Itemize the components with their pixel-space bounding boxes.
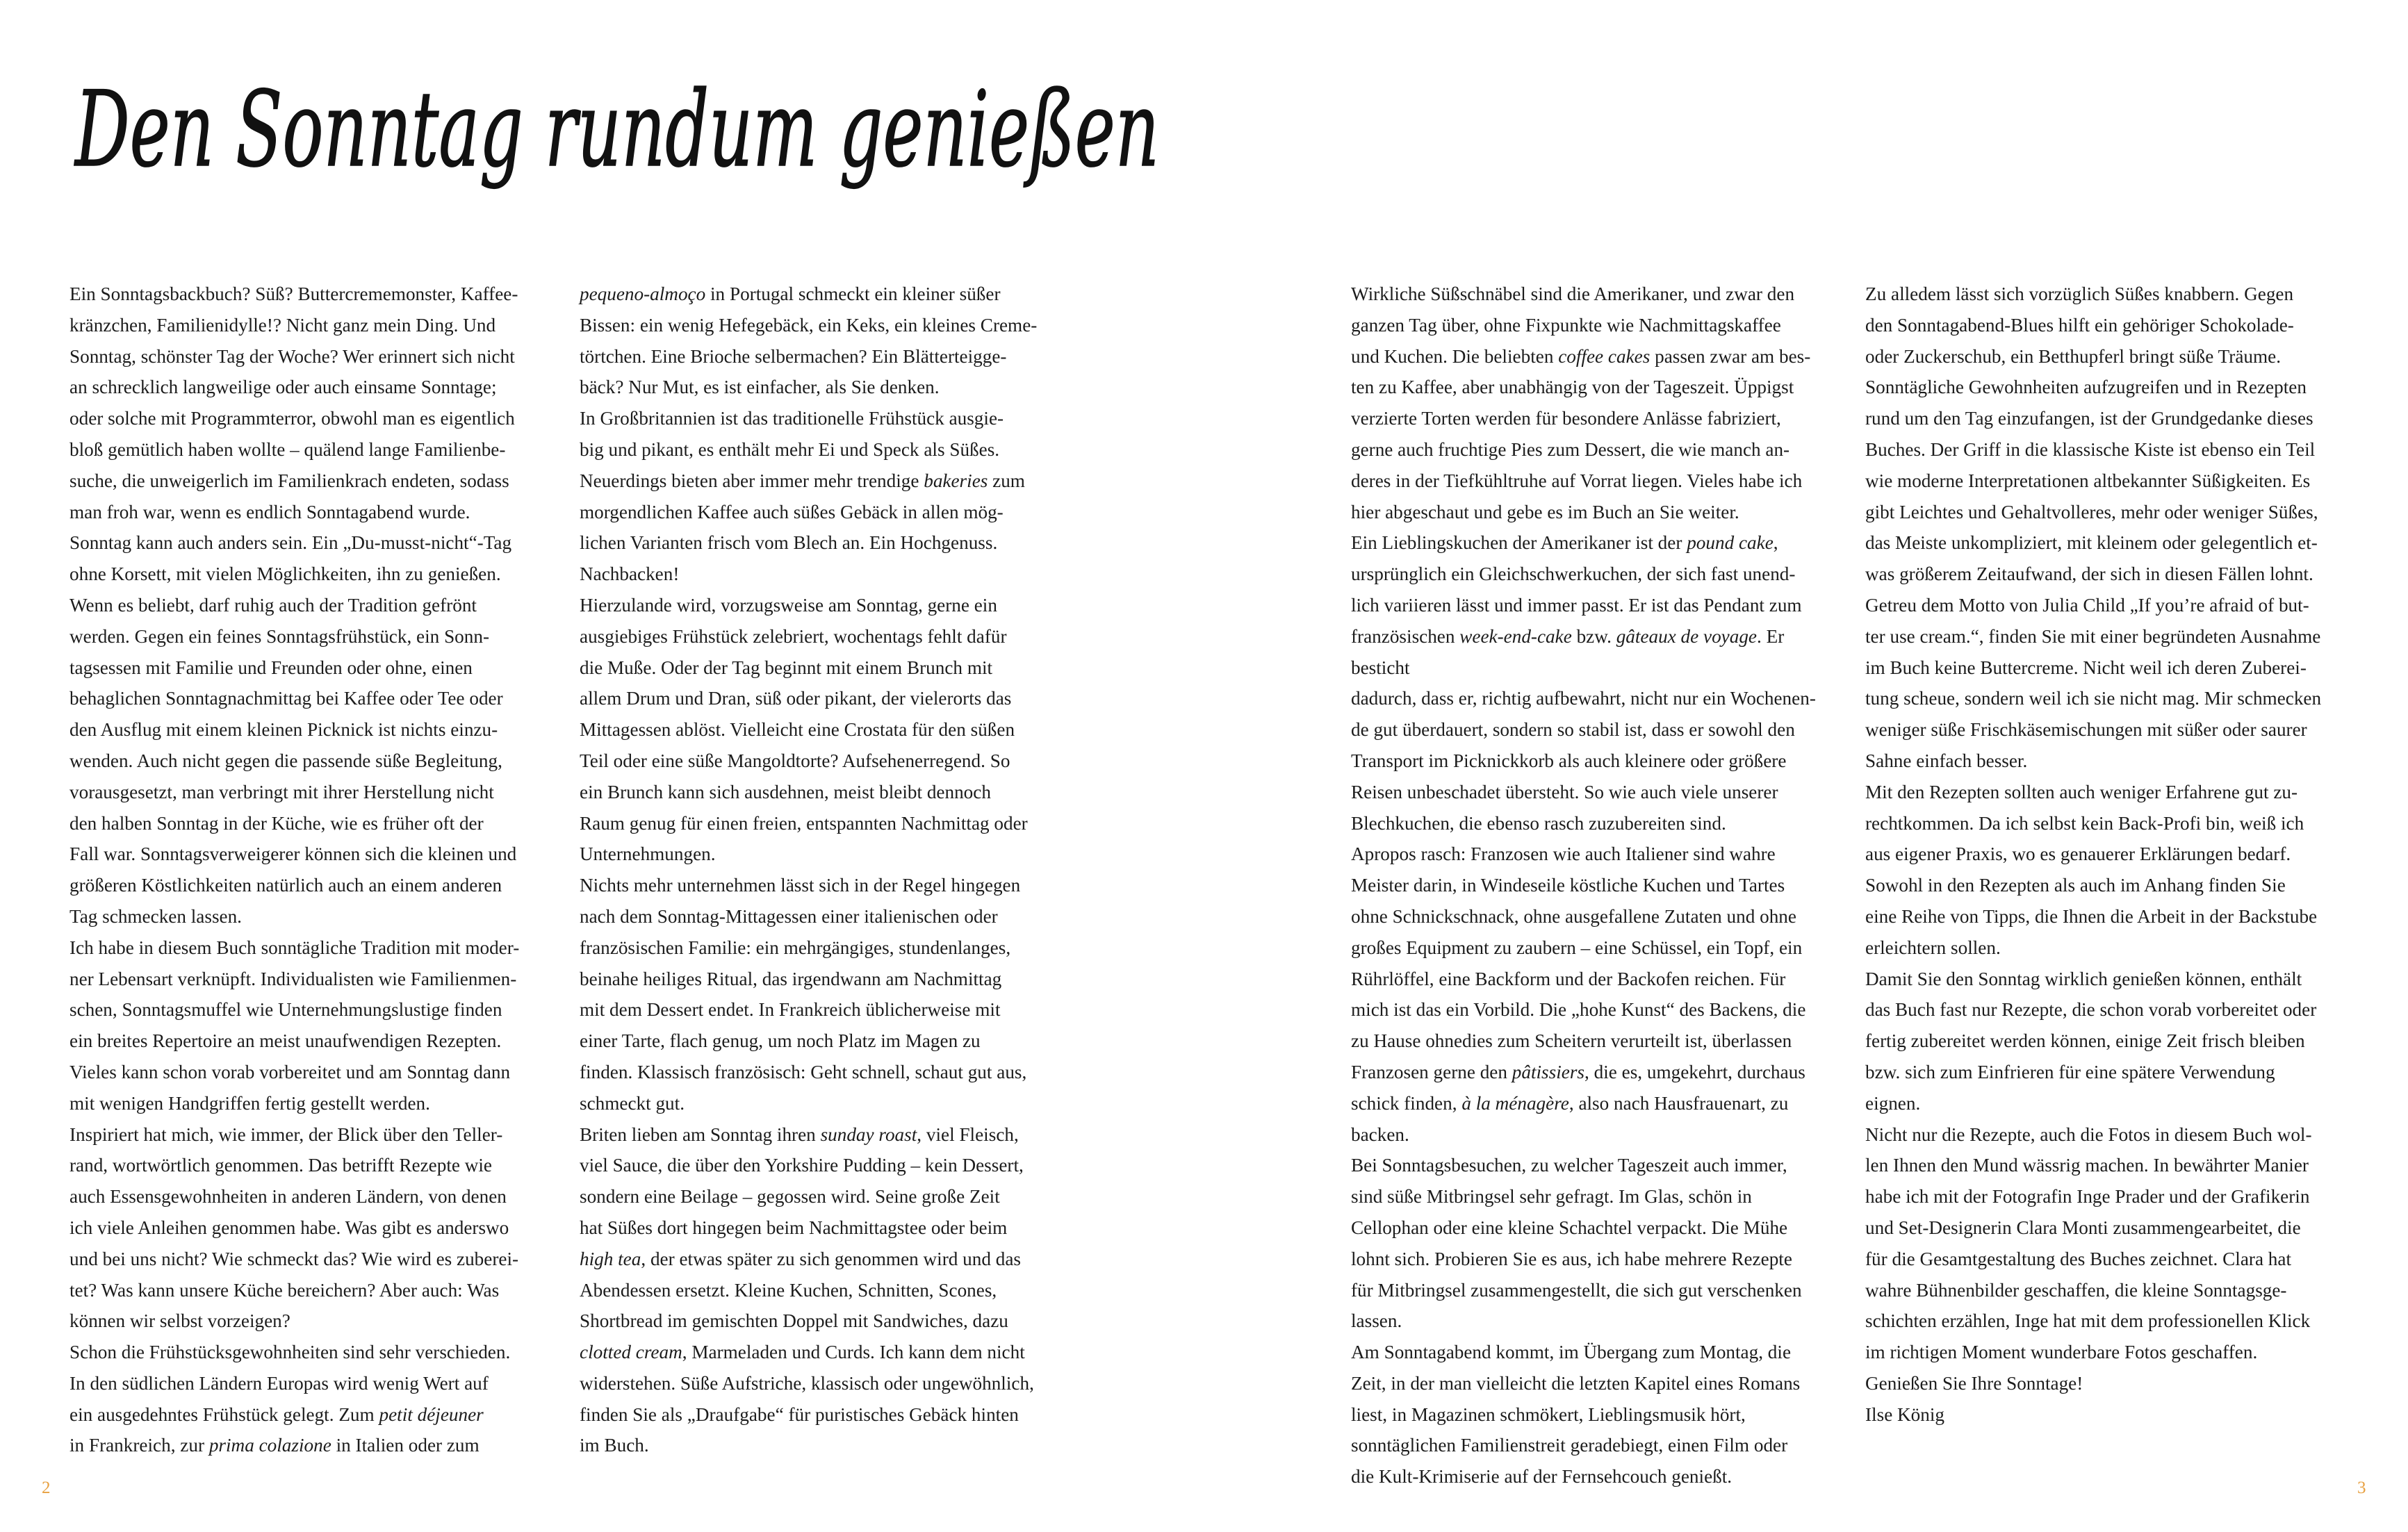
page-title-handwritten [75, 54, 1256, 228]
page-number-right: 3 [2357, 1479, 2366, 1497]
paragraph: In Großbritannien ist das traditionelle Frühstück ausgie- big und pikant, es enthält mehr Ei und Speck als Süßes. Neuerdings bieten aber immer mehr trendige bakeries zum morgendlichen Kaffee auch süßes Gebäck in allen mög- lichen Varianten frisch vom Blech an. Ein Hochgenuss. Nachbacken! [580, 408, 1025, 585]
text-column-3 [1351, 279, 1837, 1492]
paragraph: Ich habe in diesem Buch sonntägliche Tradition mit moder- ner Lebensart verknüpft. Individualisten wie Familienmen- schen, Sonntagsmuffel wie Unternehmungslustige finden ein breites Repertoire an meist unaufwendigen Rezepten. Vieles kann schon vorab vorbereitet und am Sonntag dann mit wenigen Handgriffen fertig gestellt werden. [69, 937, 520, 1114]
paragraph: Nicht nur die Rezepte, auch die Fotos in diesem Buch wol- len Ihnen den Mund wässrig machen. In bewährter Manier habe ich mit der Fotografin Inge Prader und der Grafikerin und Set-Designerin Clara Monti zusammengearbeitet, die für die Gesamtgestaltung des Buches zeichnet. Clara hat wahre Bühnenbilder geschaffen, die kleine Sonntagsge- schichten erzählen, Inge hat mit dem professionellen Klick im richtigen Moment wunderbare Fotos geschaffen. [1865, 1123, 2312, 1363]
signature-paragraph: Genießen Sie Ihre Sonntage! Ilse König [1865, 1372, 2083, 1425]
paragraph: Schon die Frühstücksgewohnheiten sind sehr verschieden. In den südlichen Ländern Europas wird wenig Wert auf ein ausgedehntes Frühstück gelegt. Zum petit déjeuner in Frankreich, zur prima colazione in Italien oder zum [69, 1342, 511, 1456]
paragraph: Apropos rasch: Franzosen wie auch Italiener sind wahre Meister darin, in Windeseile köstliche Kuchen und Tartes ohne Schnickschnack, ohne ausgefallene Zutaten und ohne großes Equipment zu zaubern – eine Schüssel, ein Topf, ein Rührlöffel, eine Backform und der Backofen reichen. Für mich ist das ein Vorbild. Die „hohe Kunst“ des Backens, die zu Hause ohnedies zum Scheitern verurteilt ist, überlassen Franzosen gerne den pâtissiers, die es, umgekehrt, durchaus schick finden, à la ménagère, also nach Hausfrauenart, zu backen. [1351, 843, 1806, 1145]
text-column-1 [69, 279, 570, 1461]
paragraph: Inspiriert hat mich, wie immer, der Blick über den Teller- rand, wortwörtlich genommen. Das betrifft Rezepte wie auch Essensgewohnheiten in anderen Ländern, von denen ich viele Anleihen genommen habe. Was gibt es anderswo und bei uns nicht? Wie schmeckt das? Wie wird es zuberei- tet? Was kann unsere Küche bereichern? Aber auch: Was können wir selbst vorzeigen? [69, 1123, 519, 1332]
paragraph: Damit Sie den Sonntag wirklich genießen können, enthält das Buch fast nur Rezepte, die schon vorab vorbereitet oder fertig zubereitet werden können, einige Zeit frisch bleiben bzw. sich zum Einfrieren für eine spätere Verwendung eignen. [1865, 968, 2317, 1114]
paragraph: Nichts mehr unternehmen lässt sich in der Regel hingegen nach dem Sonntag-Mittagessen einer italienischen oder französischen Familie: ein mehrgängiges, stundenlanges, beinahe heiliges Ritual, das irgendwann am Nachmittag mit dem Dessert endet. In Frankreich üblicherweise mit einer Tarte, flach genug, um noch Platz im Magen zu finden. Klassisch französisch: Geht schnell, schaut gut aus, schmeckt gut. [580, 875, 1027, 1114]
page-title: Den Sonntag rundum genießen [74, 69, 1159, 190]
text-column-2 [580, 279, 1080, 1461]
paragraph: Sonntägliche Gewohnheiten aufzugreifen und in Rezepten rund um den Tag einzufangen, ist der Grundgedanke dieses Buches. Der Griff in die klassische Kiste ist ebenso ein Teil wie moderne Interpretationen altbekannter Süßigkeiten. Es gibt Leichtes und Gehaltvolleres, mehr oder weniger Süßes, das Meiste unkompliziert, mit kleinem oder gelegentlich et- was größerem Zeitaufwand, der sich in diesen Fällen lohnt. Getreu dem Motto von Julia Child „If you’re afraid of but- ter use cream.“, finden Sie mit einer begründeten Ausnahme im Buch keine Buttercreme. Nicht weil ich deren Zuberei- tung scheue, sondern weil ich sie nicht mag. Mir schmecken weniger süße Frischkäsemischungen mit süßer oder saurer Sahne einfach besser. [1865, 377, 2322, 771]
paragraph: Sonntag kann auch anders sein. Ein „Du-musst-nicht“-Tag ohne Korsett, mit vielen Möglichkeiten, ihn zu genießen. Wenn es beliebt, darf ruhig auch der Tradition gefrönt werden. Gegen ein feines Sonntagsfrühstück, ein Sonn- tagsessen mit Familie und Freunden oder ohne, einen behaglichen Sonntagnachmittag bei Kaffee oder Tee oder den Ausflug mit einem kleinen Picknick ist nichts einzu- wenden. Auch nicht gegen die passende süße Begleitung, vorausgesetzt, man verbringt mit ihrer Herstellung nicht den halben Sonntag in der Küche, wie es früher oft der Fall war. Sonntagsverweigerer können sich die kleinen und größeren Köstlichkeiten natürlich auch an einem anderen Tag schmecken lassen. [69, 532, 517, 927]
paragraph: Hierzulande wird, vorzugsweise am Sonntag, gerne ein ausgiebiges Frühstück zelebriert, wochentags fehlt dafür die Muße. Oder der Tag beginnt mit einem Brunch mit allem Drum und Dran, süß oder pikant, der vielerorts das Mittagessen ablöst. Vielleicht eine Crostata für den süßen Teil oder eine süße Mangoldtorte? Aufsehenerregend. So ein Brunch kann sich ausdehnen, meist bleibt dennoch Raum genug für einen freien, entspannten Nachmittag oder Unternehmungen. [580, 594, 1028, 865]
paragraph: Wirkliche Süßschnäbel sind die Amerikaner, und zwar den ganzen Tag über, ohne Fixpunkte wie Nachmittagskaffee und Kuchen. Die beliebten coffee cakes passen zwar am bes- ten zu Kaffee, aber unabhängig von der Tageszeit. Üppigst verzierte Torten werden für besondere Anlässe fabriziert, gerne auch fruchtige Pies zum Dessert, die wie manch an- deres in der Tiefkühltruhe auf Vorrat liegen. Vieles habe ich hier abgeschaut und gebe es im Buch an Sie weiter. [1351, 283, 1811, 522]
paragraph: Zu alledem lässt sich vorzüglich Süßes knabbern. Gegen den Sonntagabend-Blues hilft ein gehöriger Schokolade- oder Zuckerschub, ein Betthupferl bringt süße Träume. [1865, 283, 2294, 367]
text-column-4 [1865, 279, 2366, 1430]
paragraph: Ein Sonntagsbackbuch? Süß? Buttercrememonster, Kaffee- kränzchen, Familienidylle!? Nicht ganz mein Ding. Und Sonntag, schönster Tag der Woche? Wer erinnert sich nicht an schrecklich langweilige oder auch einsame Sonntage; oder solche mit Programmterror, obwohl man es eigentlich bloß gemütlich haben wollte – quälend lange Familienbe- suche, die unweigerlich im Familienkrach endeten, sodass man froh war, wenn es endlich Sonntagabend wurde. [69, 283, 518, 522]
paragraph: Am Sonntagabend kommt, im Übergang zum Montag, die Zeit, in der man vielleicht die letzten Kapitel eines Romans liest, in Magazinen schmökert, Lieblingsmusik hört, sonntäglichen Familienstreit geradebiegt, einen Film oder die Kult-Krimiserie auf der Fernsehcouch genießt. [1351, 1342, 1801, 1488]
paragraph: Bei Sonntagsbesuchen, zu welcher Tageszeit auch immer, sind süße Mitbringsel sehr gefragt. Im Glas, schön in Cellophan oder eine kleine Schachtel verpackt. Die Mühe lohnt sich. Probieren Sie es aus, ich habe mehrere Rezepte für Mitbringsel zusammengestellt, die sich gut verschenken lassen. [1351, 1155, 1802, 1332]
page-number-left: 2 [42, 1479, 51, 1497]
paragraph: Briten lieben am Sonntag ihren sunday roast, viel Fleisch, viel Sauce, die über den Yorkshire Pudding – kein Dessert, sondern eine Beilage – gegossen wird. Seine große Zeit hat Süßes dort hingegen beim Nachmittagstee oder beim high tea, der etwas später zu sich genommen wird und das Abendessen ersetzt. Kleine Kuchen, Schnitten, Scones, Shortbread im gemischten Doppel mit Sandwiches, dazu clotted cream, Marmeladen und Curds. Ich kann dem nicht widerstehen. Süße Aufstriche, klassisch oder ungewöhnlich, finden Sie als „Draufgabe“ für puristisches Gebäck hinten im Buch. [580, 1123, 1034, 1456]
paragraph: Ein Lieblingskuchen der Amerikaner ist der pound cake, ursprünglich ein Gleichschwerkuchen, der sich fast unend- lich variieren lässt und immer passt. Er ist das Pendant zum französischen week-end-cake bzw. gâteaux de voyage. Er besticht dadurch, dass er, richtig aufbewahrt, nicht nur ein Wochenen- de gut überdauert, sondern so stabil ist, dass er sowohl den Transport im Picknickkorb als auch kleinere oder größere Reisen unbeschadet übersteht. So wie auch viele unserer Blechkuchen, die ebenso rasch zuzubereiten sind. [1351, 532, 1816, 834]
paragraph: Mit den Rezepten sollten auch weniger Erfahrene gut zu- rechtkommen. Da ich selbst kein Back-Profi bin, weiß ich aus eigener Praxis, wo es genauerer Erklärungen bedarf. Sowohl in den Rezepten als auch im Anhang finden Sie eine Reihe von Tipps, die Ihnen die Arbeit in der Backstube erleichtern sollen. [1865, 781, 2318, 958]
paragraph: pequeno-almoço in Portugal schmeckt ein kleiner süßer Bissen: ein wenig Hefegebäck, ein Keks, ein kleines Creme- törtchen. Eine Brioche selbermachen? Ein Blätterteigge- bäck? Nur Mut, es ist einfacher, als Sie denken. [580, 283, 1038, 398]
